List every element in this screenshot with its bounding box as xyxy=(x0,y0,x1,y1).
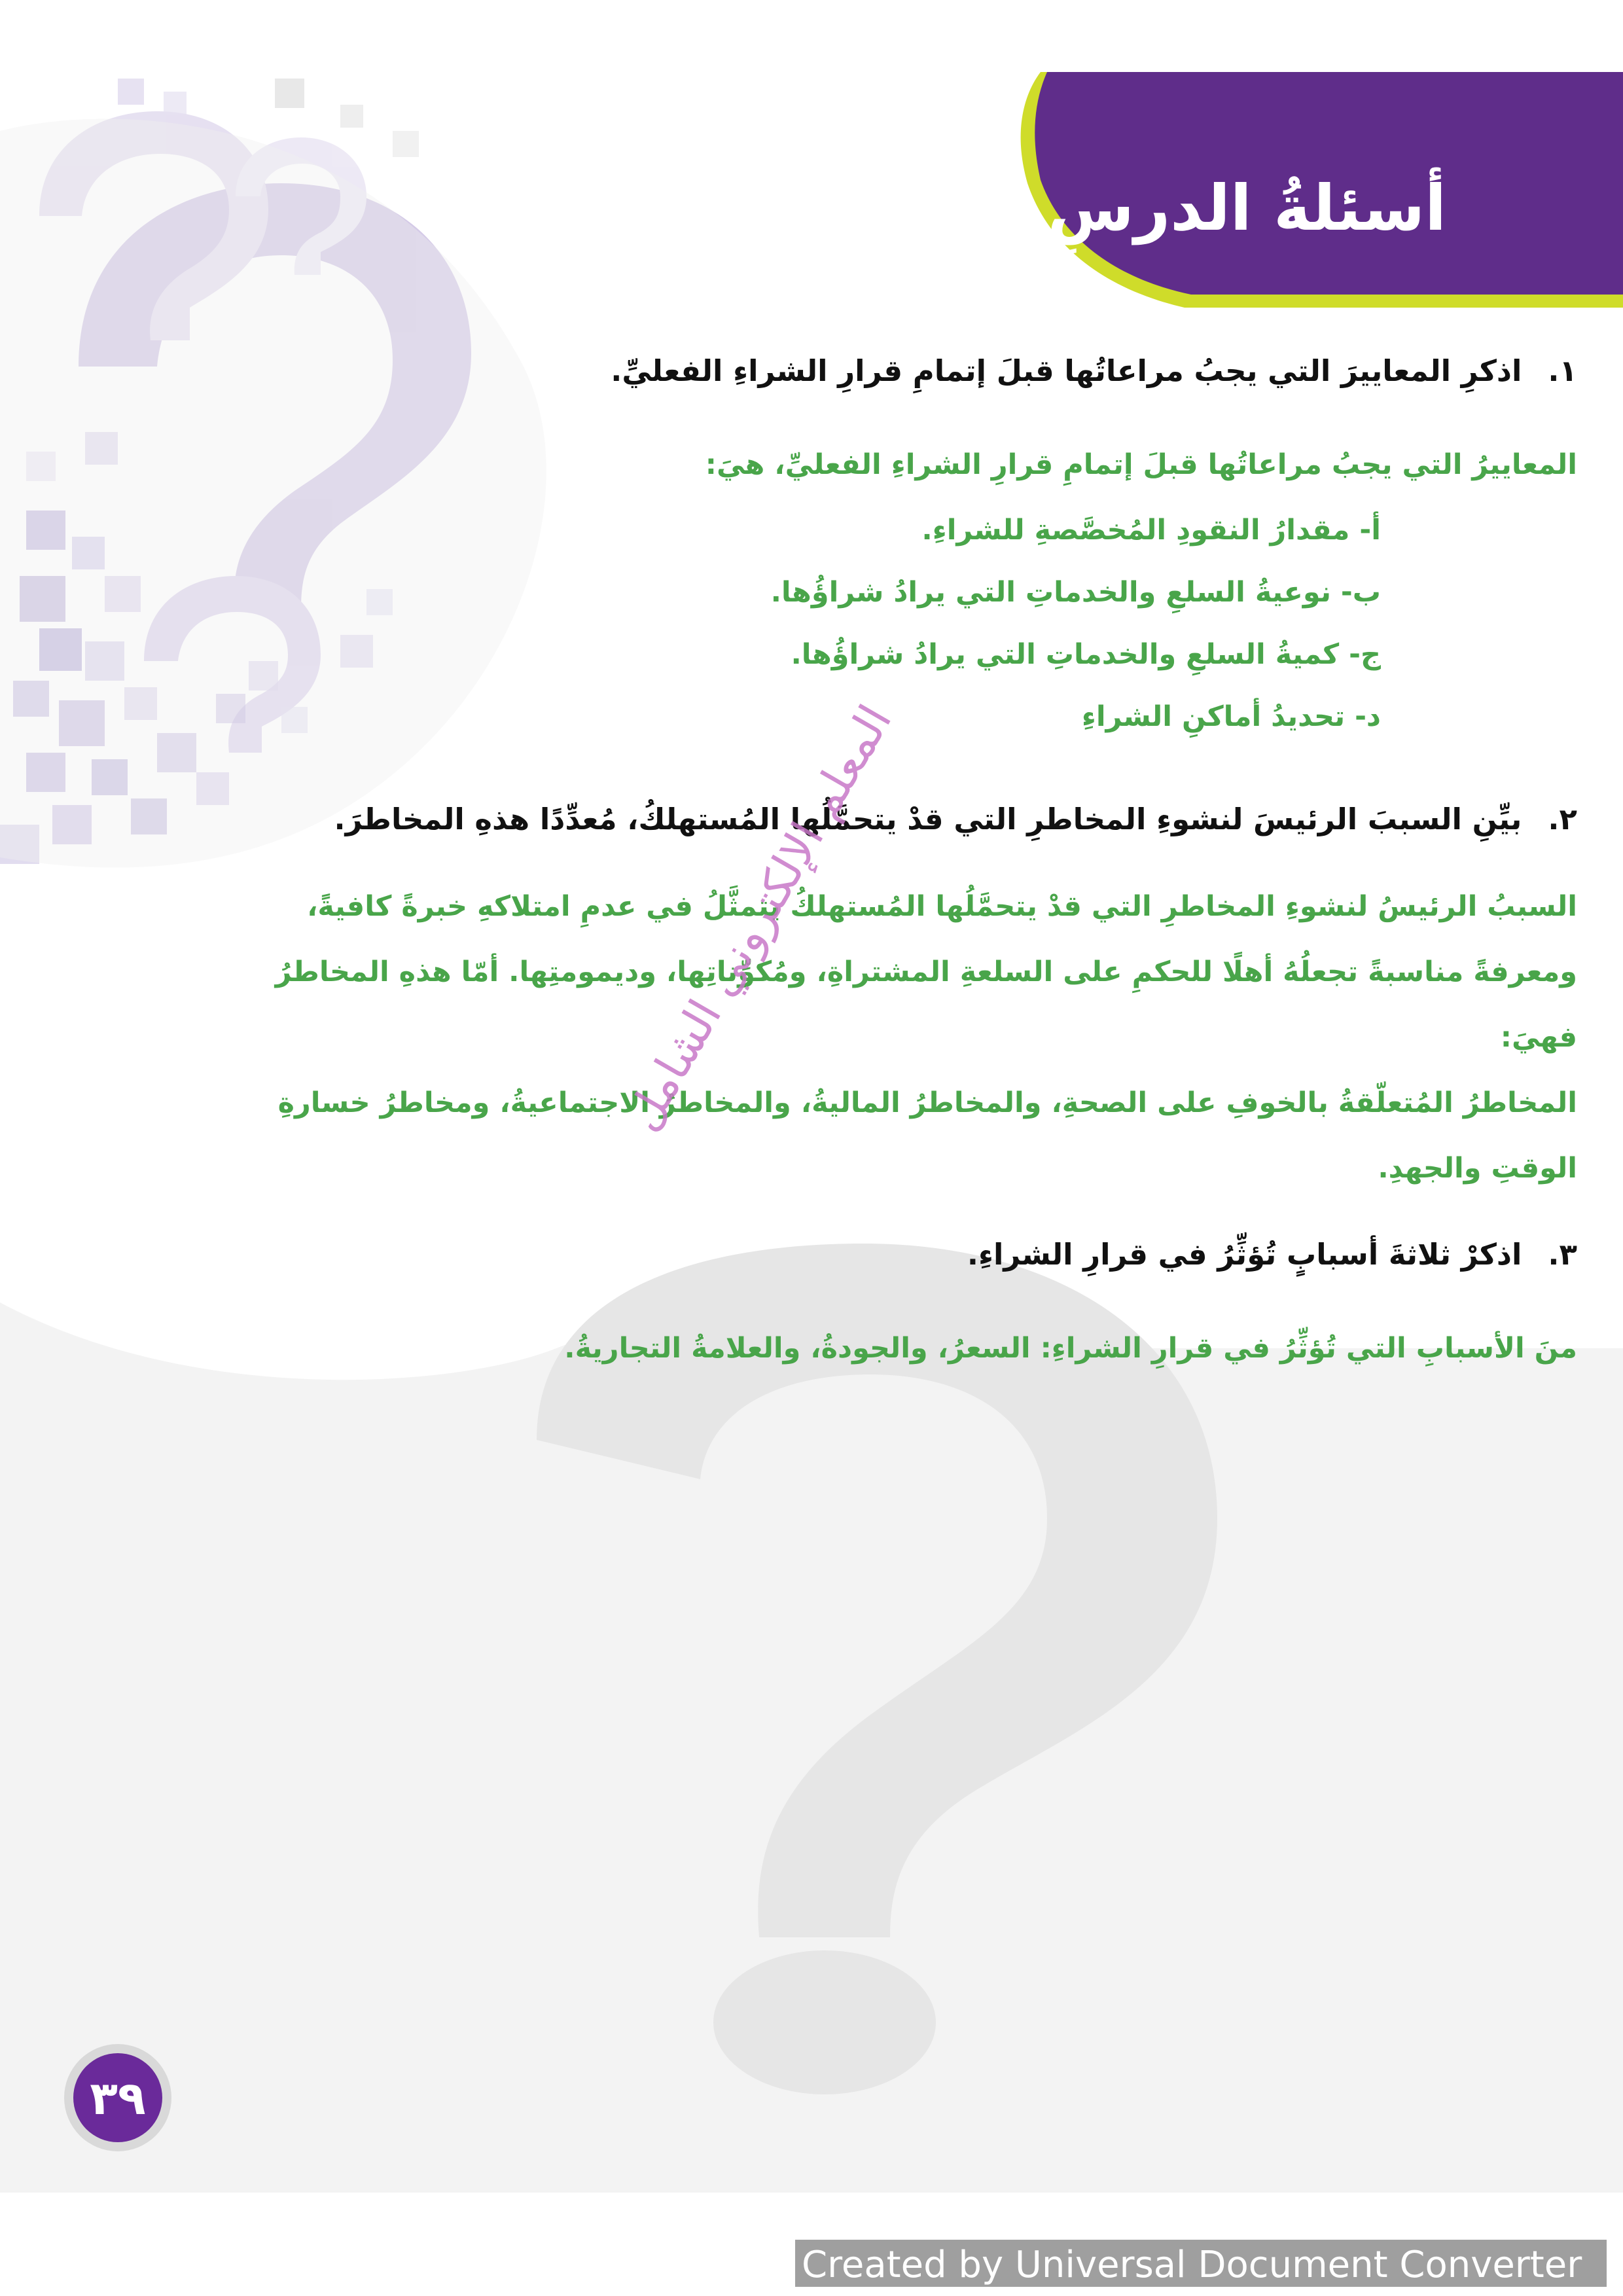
question-text: اذكرْ ثلاثةَ أسبابٍ تُؤثِّرُ في قرارِ الشراءِ. xyxy=(967,1237,1522,1272)
answer-1-item-c: ج- كميةُ السلعِ والخدماتِ التي يرادُ شراؤُها. xyxy=(791,638,1381,671)
question-1 xyxy=(611,353,1577,388)
question-text: اذكرِ المعاييرَ التي يجبُ مراعاتُها قبلَ إتمامِ قرارِ الشراءِ الفعليِّ. xyxy=(611,353,1522,388)
converter-label: Created by Universal Document Converter xyxy=(802,2244,1582,2286)
question-3 xyxy=(967,1237,1577,1272)
answer-2-line-1: السببُ الرئيسُ لنشوءِ المخاطرِ التي قدْ يتحمَّلُها المُستهلكُ يتمثَّلُ في عدمِ امتلاكهِ خبرةً كافيةً، xyxy=(307,890,1577,923)
answer-1-item-a: أ- مقدارُ النقودِ المُخصَّصةِ للشراءِ. xyxy=(921,514,1381,547)
question-2 xyxy=(334,802,1577,836)
question-text: بيِّنِ السببَ الرئيسَ لنشوءِ المخاطرِ التي قدْ يتحمَّلُها المُستهلكُ، مُعدِّدًا هذهِ المخاطرَ. xyxy=(334,802,1522,836)
large-question-mark-graphic xyxy=(0,1244,1623,2193)
answer-3-line-1: منَ الأسبابِ التي تُؤثِّرُ في قرارِ الشراءِ: السعرُ، والجودةُ، والعلامةُ التجاريةُ. xyxy=(564,1332,1577,1365)
lesson-questions-title: أسئلةُ الدرسِ xyxy=(1047,171,1446,245)
page-number: ٣٩ xyxy=(90,2072,146,2125)
answer-1-intro: المعاييرُ التي يجبُ مراعاتُها قبلَ إتمامِ قرارِ الشراءِ الفعليِّ، هيَ: xyxy=(705,448,1577,481)
answer-1-item-b: ب- نوعيةُ السلعِ والخدماتِ التي يرادُ شراؤُها. xyxy=(770,576,1381,609)
watermark-text: المعلم الإلكتروني الشامل xyxy=(615,696,902,1139)
question-number: ١. xyxy=(1548,353,1577,388)
answer-2-line-4: المخاطرُ المُتعلّقةُ بالخوفِ على الصحةِ، والمخاطرُ الماليةُ، والمخاطرُ الاجتماعيةُ، ومخاطرُ خسارةِ xyxy=(277,1086,1577,1119)
answer-2-line-5: الوقتِ والجهدِ. xyxy=(1378,1152,1577,1185)
answer-2-line-3: فهيَ: xyxy=(1500,1021,1577,1054)
answer-1-item-d: د- تحديدُ أماكنِ الشراءِ xyxy=(1081,700,1381,733)
question-number: ٢. xyxy=(1548,802,1577,836)
question-number: ٣. xyxy=(1548,1237,1577,1272)
answer-2-line-2: ومعرفةً مناسبةً تجعلُهُ أهلًا للحكمِ على السلعةِ المشتراةِ، ومُكوِّناتِها، وديمومتِها. أمّا هذهِ المخاطرُ xyxy=(275,956,1577,988)
